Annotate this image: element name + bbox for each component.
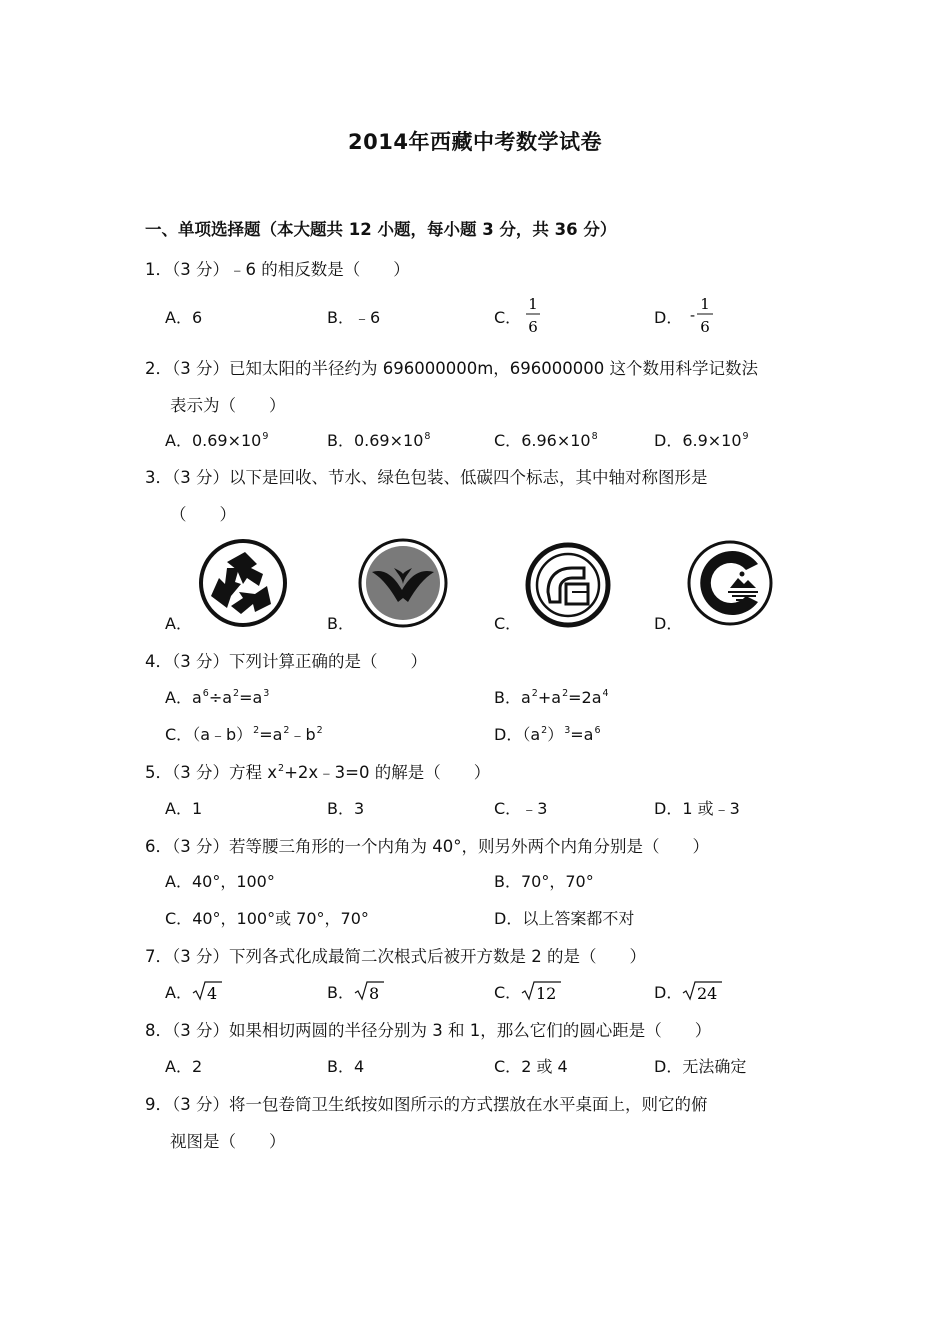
fraction-numerator: 1 bbox=[700, 295, 710, 313]
expr-part: ﹣b bbox=[289, 725, 316, 744]
q3-option-a[interactable]: A． bbox=[165, 614, 192, 633]
question-text: 将一包卷筒卫生纸按如图所示的方式摆放在水平桌面上，则它的俯 bbox=[229, 1095, 708, 1114]
expr-part: a bbox=[191, 688, 202, 707]
option-label: B． bbox=[327, 308, 354, 327]
option-value: 40°，100°或 70°，70° bbox=[192, 909, 369, 928]
question-number: 6． bbox=[145, 837, 172, 856]
option-label: A． bbox=[165, 799, 192, 818]
question-score: （3 分） bbox=[172, 652, 229, 671]
option-label: A． bbox=[165, 872, 192, 891]
option-value: 1 bbox=[191, 799, 203, 818]
q1-option-d[interactable] bbox=[654, 305, 682, 328]
q3-option-b[interactable]: B． bbox=[327, 614, 354, 633]
radicand: 12 bbox=[536, 984, 557, 1002]
question-9-continued: 视图是（ ） bbox=[170, 1132, 286, 1151]
q7-option-d[interactable] bbox=[654, 980, 722, 1003]
expr-exponent: 2 bbox=[253, 725, 260, 736]
question-text: 方程 x bbox=[229, 763, 278, 782]
expr-exponent: 2 bbox=[541, 725, 548, 736]
expr-exponent: 6 bbox=[202, 688, 209, 699]
page-title: 2014年西藏中考数学试卷 bbox=[348, 130, 602, 154]
q1-option-a[interactable] bbox=[165, 305, 202, 328]
option-label: B． bbox=[327, 983, 354, 1002]
option-value: 40°，100° bbox=[191, 872, 275, 891]
question-number: 4． bbox=[145, 652, 172, 671]
question-number: 3． bbox=[145, 468, 172, 487]
expr-exponent: 3 bbox=[263, 688, 270, 699]
low-carbon-icon bbox=[686, 540, 774, 626]
expr-part: ） bbox=[547, 725, 564, 744]
question-text: 若等腰三角形的一个内角为 40°，则另外两个内角分别是（ ） bbox=[229, 837, 709, 856]
sqrt-symbol bbox=[192, 980, 222, 1002]
q7-option-a[interactable] bbox=[165, 980, 222, 1003]
fraction-denominator: 6 bbox=[528, 318, 538, 336]
q7-option-c[interactable] bbox=[494, 980, 561, 1003]
question-8 bbox=[145, 1017, 711, 1041]
question-9 bbox=[145, 1091, 708, 1115]
option-label: D． bbox=[494, 725, 523, 744]
green-package-logo bbox=[524, 542, 612, 632]
option-base: 0.69×10 bbox=[353, 431, 424, 450]
question-2-continued: 表示为（ ） bbox=[170, 396, 286, 415]
option-value: 70°，70° bbox=[520, 872, 594, 891]
option-exponent: 9 bbox=[262, 431, 269, 442]
question-6 bbox=[145, 833, 709, 857]
option-label: D． bbox=[654, 431, 683, 450]
expr-exponent: 2 bbox=[278, 763, 285, 774]
q4-option-c[interactable] bbox=[165, 722, 323, 745]
question-number: 5． bbox=[145, 763, 172, 782]
question-text: 下列各式化成最简二次根式后被开方数是 2 的是（ ） bbox=[229, 947, 646, 966]
option-value: 2 或 4 bbox=[521, 1057, 568, 1076]
option-label: B． bbox=[327, 799, 354, 818]
option-value: ﹣6 bbox=[353, 308, 381, 327]
sqrt-symbol bbox=[521, 980, 561, 1002]
q1-option-c[interactable] bbox=[494, 305, 521, 328]
option-exponent: 8 bbox=[591, 431, 598, 442]
radicand: 4 bbox=[206, 984, 218, 1002]
q4-option-a[interactable] bbox=[165, 685, 269, 708]
option-label: C． bbox=[494, 799, 522, 818]
q6-option-d[interactable] bbox=[494, 906, 634, 929]
expr-exponent: 2 bbox=[283, 725, 290, 736]
q8-option-c[interactable] bbox=[494, 1054, 568, 1077]
q7-option-b[interactable] bbox=[327, 980, 384, 1003]
question-number: 9． bbox=[145, 1095, 172, 1114]
q5-option-d[interactable] bbox=[654, 796, 740, 819]
question-text: 以下是回收、节水、绿色包装、低碳四个标志，其中轴对称图形是 bbox=[229, 468, 708, 487]
question-score: （3 分） bbox=[172, 468, 229, 487]
sqrt-symbol bbox=[354, 980, 384, 1002]
option-label: A． bbox=[165, 1057, 192, 1076]
recycle-icon bbox=[197, 538, 289, 628]
q5-option-b[interactable] bbox=[327, 796, 364, 819]
q2-option-c[interactable] bbox=[494, 428, 598, 451]
water-drop-icon bbox=[358, 538, 448, 628]
expr-exponent: 4 bbox=[602, 688, 609, 699]
expr-part: ÷a bbox=[208, 688, 233, 707]
option-label: C． bbox=[165, 725, 193, 744]
fraction-numerator: 1 bbox=[528, 295, 538, 313]
expr-exponent: 2 bbox=[531, 688, 538, 699]
option-value: 2 bbox=[191, 1057, 203, 1076]
expr-exponent: 3 bbox=[564, 725, 571, 736]
option-label: A． bbox=[165, 983, 192, 1002]
question-score: （3 分） bbox=[172, 260, 229, 279]
q5-option-c[interactable] bbox=[494, 796, 547, 819]
package-icon bbox=[524, 542, 612, 628]
option-base: 0.69×10 bbox=[191, 431, 262, 450]
expr-part: a bbox=[520, 688, 531, 707]
option-label: C． bbox=[494, 983, 522, 1002]
q4-option-b[interactable] bbox=[494, 685, 609, 708]
q8-option-a[interactable] bbox=[165, 1054, 202, 1077]
expr-part: =a bbox=[570, 725, 594, 744]
fraction-denominator: 6 bbox=[700, 318, 710, 336]
question-7 bbox=[145, 943, 646, 967]
expr-part: +a bbox=[537, 688, 562, 707]
option-base: 6.96×10 bbox=[521, 431, 591, 450]
expr-part: =2a bbox=[568, 688, 602, 707]
question-5 bbox=[145, 759, 490, 783]
q3-option-c[interactable]: C． bbox=[494, 614, 522, 633]
question-score: （3 分） bbox=[172, 947, 229, 966]
section-title: 一、单项选择题（本大题共 12 小题，每小题 3 分，共 36 分） bbox=[145, 220, 617, 239]
q2-option-a[interactable] bbox=[165, 428, 268, 451]
question-4 bbox=[145, 648, 427, 672]
option-label: B． bbox=[494, 872, 521, 891]
option-label: D． bbox=[494, 909, 523, 928]
question-text: 已知太阳的半径约为 696000000m，696000000 这个数用科学记数法 bbox=[229, 359, 759, 378]
expr-exponent: 2 bbox=[233, 688, 240, 699]
question-score: （3 分） bbox=[172, 1095, 229, 1114]
question-score: （3 分） bbox=[172, 837, 229, 856]
q1-option-d-fraction bbox=[686, 294, 716, 342]
q8-option-b[interactable] bbox=[327, 1054, 364, 1077]
expr-part: （a bbox=[522, 725, 541, 744]
low-carbon-logo bbox=[686, 540, 774, 630]
option-label: A． bbox=[165, 688, 192, 707]
option-label: B． bbox=[327, 1057, 354, 1076]
q2-option-b[interactable] bbox=[327, 428, 430, 451]
option-label: C． bbox=[494, 1057, 522, 1076]
option-value: 4 bbox=[353, 1057, 365, 1076]
question-score: （3 分） bbox=[172, 763, 229, 782]
question-text: 如果相切两圆的半径分别为 3 和 1，那么它们的圆心距是（ ） bbox=[229, 1021, 712, 1040]
question-score: （3 分） bbox=[172, 359, 229, 378]
option-value: 6 bbox=[191, 308, 203, 327]
option-label: D． bbox=[654, 308, 683, 327]
q4-option-d[interactable] bbox=[494, 722, 601, 745]
question-3 bbox=[145, 464, 708, 488]
option-label: B． bbox=[327, 431, 354, 450]
question-number: 1． bbox=[145, 260, 172, 279]
q6-option-b[interactable] bbox=[494, 869, 594, 892]
option-label: C． bbox=[165, 909, 193, 928]
option-label: D． bbox=[654, 799, 683, 818]
question-number: 7． bbox=[145, 947, 172, 966]
question-text-rest: +2x﹣3=0 的解是（ ） bbox=[284, 763, 491, 782]
sqrt-symbol bbox=[682, 980, 722, 1002]
question-text: 下列计算正确的是（ ） bbox=[229, 652, 427, 671]
fraction-sign: - bbox=[690, 306, 696, 324]
option-base: 6.9×10 bbox=[682, 431, 742, 450]
q8-option-d[interactable] bbox=[654, 1054, 746, 1077]
water-saving-logo bbox=[358, 538, 448, 632]
option-label: C． bbox=[494, 308, 522, 327]
q6-option-a[interactable] bbox=[165, 869, 275, 892]
recycle-logo bbox=[197, 538, 289, 632]
option-value: 无法确定 bbox=[682, 1057, 747, 1076]
option-label: D． bbox=[654, 983, 683, 1002]
question-text: ﹣6 的相反数是（ ） bbox=[229, 260, 410, 279]
question-3-continued: （ ） bbox=[170, 505, 236, 524]
radicand: 8 bbox=[368, 984, 380, 1002]
option-value: 1 或﹣3 bbox=[682, 799, 740, 818]
radicand: 24 bbox=[697, 984, 718, 1002]
option-label: A． bbox=[165, 431, 192, 450]
question-2 bbox=[145, 355, 758, 379]
option-value: ﹣3 bbox=[521, 799, 548, 818]
expr-part: =a bbox=[259, 725, 283, 744]
option-label: C． bbox=[494, 431, 522, 450]
expr-exponent: 2 bbox=[562, 688, 569, 699]
option-value: 3 bbox=[353, 799, 365, 818]
option-label: A． bbox=[165, 308, 192, 327]
q3-option-d[interactable]: D． bbox=[654, 614, 683, 633]
option-exponent: 9 bbox=[742, 431, 749, 442]
q1-option-b[interactable] bbox=[327, 305, 380, 328]
expr-part: （a﹣b） bbox=[192, 725, 253, 744]
question-1 bbox=[145, 256, 410, 280]
expr-exponent: 6 bbox=[594, 725, 601, 736]
question-score: （3 分） bbox=[172, 1021, 229, 1040]
option-label: D． bbox=[654, 1057, 683, 1076]
q2-option-d[interactable] bbox=[654, 428, 749, 451]
q5-option-a[interactable] bbox=[165, 796, 202, 819]
q6-option-c[interactable] bbox=[165, 906, 369, 929]
q1-option-c-fraction bbox=[524, 294, 544, 342]
question-number: 8． bbox=[145, 1021, 172, 1040]
expr-exponent: 2 bbox=[316, 725, 323, 736]
question-number: 2． bbox=[145, 359, 172, 378]
expr-part: =a bbox=[239, 688, 263, 707]
option-exponent: 8 bbox=[424, 431, 431, 442]
option-value: 以上答案都不对 bbox=[522, 909, 635, 928]
option-label: B． bbox=[494, 688, 521, 707]
